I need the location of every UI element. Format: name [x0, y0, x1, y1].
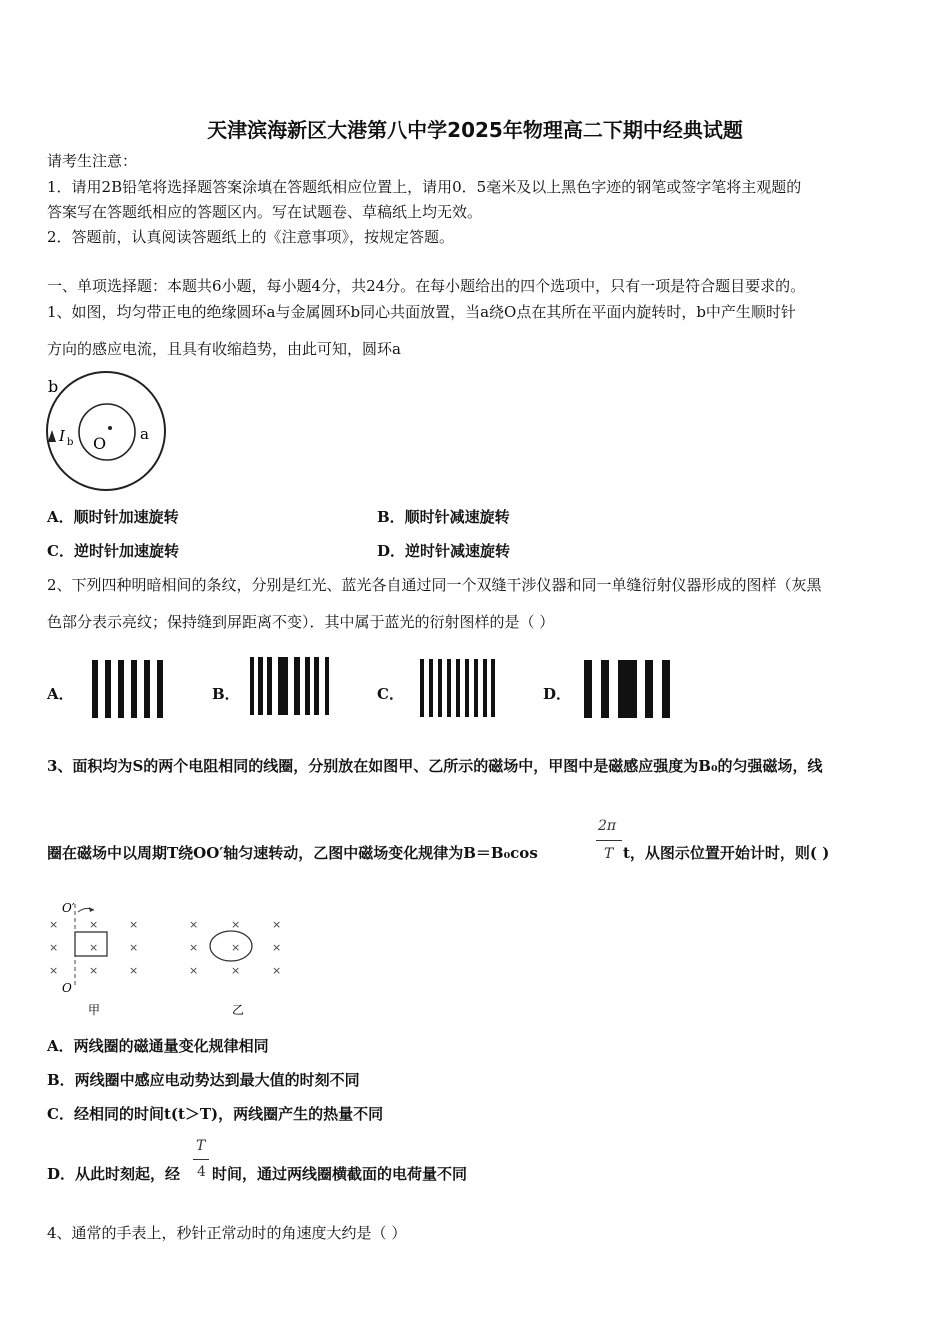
label-ib-sub: b: [67, 437, 74, 448]
caption-jia: 甲: [88, 1003, 101, 1017]
label-a: a: [140, 425, 149, 443]
q1-option-b[interactable]: B．顺时针减速旋转: [377, 508, 510, 526]
q2-stem-a: 2、下列四种明暗相间的条纹，分别是红光、蓝光各自通过同一个双缝干涉仪器和同一单缝衍射仪器形成的图样（灰黑: [47, 576, 822, 594]
q3-d-frac-numerator: T: [196, 1138, 206, 1154]
center-dot: [108, 426, 112, 430]
q2-pattern-c: [418, 656, 496, 718]
q1-stem-b: 方向的感应电流，且具有收缩趋势，由此可知，圆环a: [47, 340, 401, 358]
q3-field-figure: [44, 896, 294, 1021]
notice-heading: 请考生注意：: [47, 152, 138, 170]
q3-option-d-part2[interactable]: 时间，通过两线圈横截面的电荷量不同: [212, 1165, 468, 1183]
svg-text:×: ×: [189, 964, 199, 977]
svg-text:×: ×: [272, 918, 282, 931]
label-o-prime: O′: [62, 901, 75, 915]
page-title: 天津滨海新区大港第八中学2025年物理高二下期中经典试题: [207, 118, 743, 142]
svg-text:×: ×: [231, 941, 241, 954]
notice-line-1b: 答案写在答题纸相应的答题区内。写在试题卷、草稿纸上均无效。: [47, 203, 483, 221]
q3-stem-b2: t，从图示位置开始计时，则( ): [623, 844, 830, 862]
q3-option-a[interactable]: A．两线圈的磁通量变化规律相同: [47, 1037, 269, 1055]
svg-text:×: ×: [129, 918, 139, 931]
label-o: O: [93, 434, 107, 453]
svg-text:×: ×: [129, 941, 139, 954]
q3-frac-denominator: T: [604, 846, 614, 862]
label-ib: I: [59, 427, 65, 445]
svg-text:×: ×: [189, 918, 199, 931]
q3-frac-bar: [596, 840, 622, 841]
section-heading: 一、单项选择题：本题共6小题，每小题4分，共24分。在每小题给出的四个选项中，只有一项是符合题目要求的。: [47, 277, 806, 295]
svg-text:×: ×: [231, 918, 241, 931]
q2-pattern-a: [90, 657, 172, 719]
label-o: O: [62, 981, 72, 995]
svg-text:×: ×: [49, 941, 59, 954]
q3-option-c[interactable]: C．经相同的时间t(t＞T)，两线圈产生的热量不同: [47, 1105, 384, 1123]
notice-line-1a: 1．请用2B铅笔将选择题答案涂填在答题纸相应位置上，请用0．5毫米及以上黑色字迹的钢笔或签字笔将主观题的: [47, 178, 802, 196]
svg-text:×: ×: [89, 964, 99, 977]
q4-stem: 4、通常的手表上，秒针正常动时的角速度大约是（ ）: [47, 1224, 407, 1242]
svg-text:×: ×: [49, 964, 59, 977]
caption-yi: 乙: [232, 1003, 245, 1017]
q2-label-d[interactable]: D．: [543, 685, 572, 703]
notice-line-2: 2．答题前，认真阅读答题纸上的《注意事项》，按规定答题。: [47, 228, 455, 246]
q3-d-frac-denominator: 4: [197, 1164, 206, 1180]
svg-text:×: ×: [272, 964, 282, 977]
q2-pattern-b: [248, 655, 338, 717]
svg-text:×: ×: [129, 964, 139, 977]
q3-stem-a: 3、面积均为S的两个电阻相同的线圈，分别放在如图甲、乙所示的磁场中，甲图中是磁感应强度为B₀的匀强磁场，线: [47, 757, 823, 775]
q3-option-d-part1[interactable]: D．从此时刻起，经: [47, 1165, 181, 1183]
svg-text:×: ×: [89, 941, 99, 954]
q3-option-b[interactable]: B．两线圈中感应电动势达到最大值的时刻不同: [47, 1071, 360, 1089]
svg-text:×: ×: [189, 941, 199, 954]
current-arrow-icon: [48, 430, 56, 442]
svg-text:×: ×: [49, 918, 59, 931]
q2-pattern-d: [582, 657, 678, 719]
q1-ring-figure: [44, 370, 174, 495]
q1-option-c[interactable]: C．逆时针加速旋转: [47, 542, 179, 560]
svg-text:×: ×: [272, 941, 282, 954]
svg-text:×: ×: [231, 964, 241, 977]
q1-stem-a: 1、如图，均匀带正电的绝缘圆环a与金属圆环b同心共面放置，当a绕O点在其所在平面内旋转时，b中产生顺时针: [47, 303, 796, 321]
q3-frac-numerator: 2π: [598, 818, 617, 834]
ring-a: [79, 404, 135, 460]
q3-stem-b1: 圈在磁场中以周期T绕OO′轴匀速转动，乙图中磁场变化规律为B＝B₀cos: [47, 844, 538, 862]
q2-label-c[interactable]: C．: [377, 685, 404, 703]
q1-option-a[interactable]: A．顺时针加速旋转: [47, 508, 179, 526]
q2-stem-b: 色部分表示亮纹；保持缝到屏距离不变）．其中属于蓝光的衍射图样的是（ ）: [47, 613, 555, 631]
label-b: b: [48, 377, 59, 396]
q2-label-b[interactable]: B．: [212, 685, 240, 703]
q3-d-frac-bar: [193, 1159, 209, 1160]
q1-option-d[interactable]: D．逆时针减速旋转: [377, 542, 511, 560]
q2-label-a[interactable]: A．: [47, 685, 74, 703]
svg-text:×: ×: [89, 918, 99, 931]
